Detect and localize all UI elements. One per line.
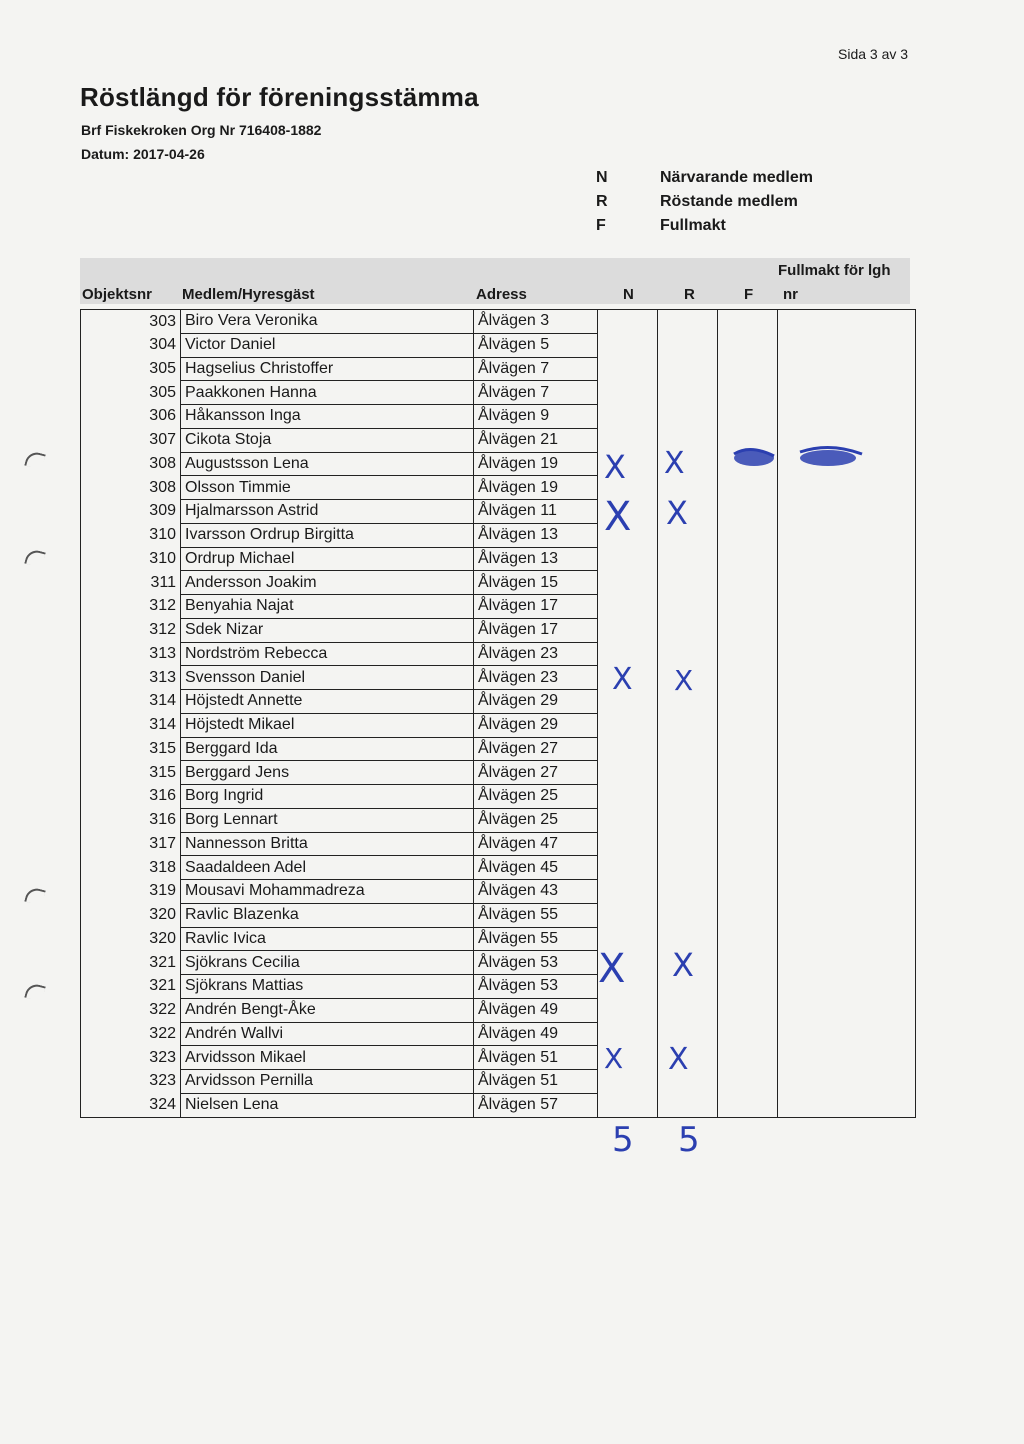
r-cell — [658, 381, 718, 405]
table-row — [81, 595, 916, 619]
address-cell: Ålvägen 49 — [474, 1022, 598, 1046]
n-cell — [598, 310, 658, 334]
address-cell: Ålvägen 15 — [474, 571, 598, 595]
objektsnr-cell: 303 — [81, 310, 181, 334]
legend-label: Fullmakt — [660, 217, 726, 234]
proxy-cell — [778, 975, 916, 999]
member-cell: Nordström Rebecca — [181, 642, 474, 666]
table-row — [81, 737, 916, 761]
address-cell: Ålvägen 23 — [474, 642, 598, 666]
proxy-cell — [778, 333, 916, 357]
f-cell — [718, 310, 778, 334]
n-cell — [598, 618, 658, 642]
f-cell — [718, 642, 778, 666]
address-cell: Ålvägen 57 — [474, 1093, 598, 1117]
table-row — [81, 357, 916, 381]
f-cell — [718, 405, 778, 429]
n-cell — [598, 737, 658, 761]
handwritten-x-mark: X — [612, 662, 633, 697]
f-cell — [718, 547, 778, 571]
objektsnr-cell: 304 — [81, 333, 181, 357]
n-cell — [598, 998, 658, 1022]
legend-row-r — [596, 190, 813, 214]
table-row — [81, 808, 916, 832]
handwritten-x-mark: X — [598, 946, 626, 992]
member-cell: Nielsen Lena — [181, 1093, 474, 1117]
member-cell: Håkansson Inga — [181, 405, 474, 429]
table-row — [81, 547, 916, 571]
member-cell: Sjökrans Cecilia — [181, 951, 474, 975]
table-row — [81, 666, 916, 690]
member-cell: Andrén Bengt-Åke — [181, 998, 474, 1022]
address-cell: Ålvägen 29 — [474, 713, 598, 737]
legend-row-f — [596, 214, 813, 238]
header-r: R — [684, 286, 695, 303]
member-cell: Höjstedt Annette — [181, 690, 474, 714]
handwritten-x-mark: X — [604, 448, 626, 486]
objektsnr-cell: 307 — [81, 428, 181, 452]
member-cell: Benyahia Najat — [181, 595, 474, 619]
r-cell — [658, 595, 718, 619]
table-row — [81, 500, 916, 524]
address-cell: Ålvägen 27 — [474, 737, 598, 761]
member-cell: Svensson Daniel — [181, 666, 474, 690]
header-n: N — [623, 286, 634, 303]
f-cell — [718, 523, 778, 547]
address-cell: Ålvägen 13 — [474, 547, 598, 571]
objektsnr-cell: 305 — [81, 381, 181, 405]
objektsnr-cell: 312 — [81, 618, 181, 642]
address-cell: Ålvägen 55 — [474, 927, 598, 951]
address-cell: Ålvägen 55 — [474, 903, 598, 927]
table-row — [81, 713, 916, 737]
f-cell — [718, 903, 778, 927]
table-row — [81, 1093, 916, 1117]
objektsnr-cell: 308 — [81, 452, 181, 476]
objektsnr-cell: 313 — [81, 666, 181, 690]
proxy-cell — [778, 357, 916, 381]
address-cell: Ålvägen 3 — [474, 310, 598, 334]
table-row — [81, 903, 916, 927]
proxy-cell — [778, 713, 916, 737]
objektsnr-cell: 316 — [81, 785, 181, 809]
margin-mark — [24, 982, 46, 1002]
objektsnr-cell: 317 — [81, 832, 181, 856]
table-row — [81, 785, 916, 809]
table-row — [81, 1046, 916, 1070]
proxy-cell — [778, 642, 916, 666]
n-cell — [598, 785, 658, 809]
header-member: Medlem/Hyresgäst — [182, 286, 315, 303]
objektsnr-cell: 321 — [81, 951, 181, 975]
proxy-cell — [778, 1022, 916, 1046]
proxy-cell — [778, 500, 916, 524]
member-cell: Berggard Jens — [181, 761, 474, 785]
f-cell — [718, 856, 778, 880]
proxy-cell — [778, 761, 916, 785]
table-row — [81, 856, 916, 880]
table-row — [81, 1070, 916, 1094]
address-cell: Ålvägen 49 — [474, 998, 598, 1022]
member-cell: Borg Ingrid — [181, 785, 474, 809]
date-line: Datum: 2017-04-26 — [81, 146, 205, 162]
table-body — [81, 310, 916, 1118]
ink-scribble-icon — [720, 440, 880, 480]
r-cell — [658, 998, 718, 1022]
n-cell — [598, 547, 658, 571]
handwritten-x-mark: X — [674, 664, 694, 697]
r-cell — [658, 547, 718, 571]
f-cell — [718, 571, 778, 595]
f-cell — [718, 1022, 778, 1046]
proxy-cell — [778, 785, 916, 809]
table-row — [81, 1022, 916, 1046]
f-cell — [718, 1093, 778, 1117]
table-row — [81, 690, 916, 714]
proxy-cell — [778, 1070, 916, 1094]
margin-mark — [24, 450, 46, 470]
r-cell — [658, 737, 718, 761]
member-cell: Saadaldeen Adel — [181, 856, 474, 880]
n-cell — [598, 381, 658, 405]
address-cell: Ålvägen 21 — [474, 428, 598, 452]
proxy-cell — [778, 666, 916, 690]
r-cell — [658, 880, 718, 904]
objektsnr-cell: 320 — [81, 903, 181, 927]
header-proxy-line2: nr — [783, 286, 798, 303]
f-cell — [718, 927, 778, 951]
document-title: Röstlängd för föreningsstämma — [80, 82, 479, 112]
objektsnr-cell: 313 — [81, 642, 181, 666]
r-cell — [658, 618, 718, 642]
address-cell: Ålvägen 47 — [474, 832, 598, 856]
member-cell: Cikota Stoja — [181, 428, 474, 452]
member-cell: Biro Vera Veronika — [181, 310, 474, 334]
address-cell: Ålvägen 9 — [474, 405, 598, 429]
objektsnr-cell: 308 — [81, 476, 181, 500]
r-cell — [658, 808, 718, 832]
member-cell: Sdek Nizar — [181, 618, 474, 642]
member-cell: Nannesson Britta — [181, 832, 474, 856]
objektsnr-cell: 318 — [81, 856, 181, 880]
f-cell — [718, 1046, 778, 1070]
f-cell — [718, 357, 778, 381]
address-cell: Ålvägen 25 — [474, 785, 598, 809]
r-cell — [658, 761, 718, 785]
address-cell: Ålvägen 51 — [474, 1046, 598, 1070]
n-cell — [598, 856, 658, 880]
table-row — [81, 975, 916, 999]
proxy-cell — [778, 405, 916, 429]
member-cell: Olsson Timmie — [181, 476, 474, 500]
f-cell — [718, 618, 778, 642]
member-cell: Mousavi Mohammadreza — [181, 880, 474, 904]
proxy-cell — [778, 1093, 916, 1117]
n-cell — [598, 405, 658, 429]
proxy-cell — [778, 1046, 916, 1070]
proxy-cell — [778, 808, 916, 832]
handwritten-total-n: 5 — [612, 1120, 634, 1160]
page-number: Sida 3 av 3 — [838, 46, 909, 62]
objektsnr-cell: 309 — [81, 500, 181, 524]
header-f: F — [744, 286, 754, 303]
n-cell — [598, 595, 658, 619]
r-cell — [658, 642, 718, 666]
member-cell: Andersson Joakim — [181, 571, 474, 595]
f-cell — [718, 666, 778, 690]
margin-mark — [24, 886, 46, 906]
table-row — [81, 642, 916, 666]
table-row — [81, 405, 916, 429]
f-cell — [718, 832, 778, 856]
objektsnr-cell: 320 — [81, 927, 181, 951]
objektsnr-cell: 306 — [81, 405, 181, 429]
f-cell — [718, 381, 778, 405]
table-row — [81, 927, 916, 951]
handwritten-x-mark: X — [604, 1042, 624, 1075]
member-cell: Augustsson Lena — [181, 452, 474, 476]
address-cell: Ålvägen 53 — [474, 951, 598, 975]
member-cell: Höjstedt Mikael — [181, 713, 474, 737]
address-cell: Ålvägen 7 — [474, 357, 598, 381]
handwritten-x-mark: X — [666, 494, 688, 532]
f-cell — [718, 761, 778, 785]
objektsnr-cell: 314 — [81, 690, 181, 714]
n-cell — [598, 333, 658, 357]
member-cell: Paakkonen Hanna — [181, 381, 474, 405]
objektsnr-cell: 315 — [81, 737, 181, 761]
table-row — [81, 832, 916, 856]
proxy-cell — [778, 523, 916, 547]
header-proxy-line1: Fullmakt för lgh — [778, 262, 891, 279]
table-row — [81, 618, 916, 642]
handwritten-x-mark: X — [604, 494, 632, 540]
objektsnr-cell: 310 — [81, 547, 181, 571]
address-cell: Ålvägen 5 — [474, 333, 598, 357]
proxy-cell — [778, 737, 916, 761]
proxy-cell — [778, 381, 916, 405]
f-cell — [718, 975, 778, 999]
member-cell: Ravlic Ivica — [181, 927, 474, 951]
address-cell: Ålvägen 27 — [474, 761, 598, 785]
proxy-cell — [778, 618, 916, 642]
legend-label: Röstande medlem — [660, 193, 798, 210]
objektsnr-cell: 310 — [81, 523, 181, 547]
handwritten-total-r: 5 — [678, 1120, 700, 1160]
handwritten-x-mark: X — [664, 446, 685, 481]
f-cell — [718, 333, 778, 357]
r-cell — [658, 571, 718, 595]
handwritten-x-mark: X — [672, 946, 694, 984]
f-cell — [718, 998, 778, 1022]
objektsnr-cell: 322 — [81, 998, 181, 1022]
objektsnr-cell: 315 — [81, 761, 181, 785]
member-cell: Victor Daniel — [181, 333, 474, 357]
objektsnr-cell: 323 — [81, 1070, 181, 1094]
n-cell — [598, 571, 658, 595]
table-row — [81, 310, 916, 334]
member-cell: Ordrup Michael — [181, 547, 474, 571]
member-cell: Arvidsson Mikael — [181, 1046, 474, 1070]
f-cell — [718, 500, 778, 524]
f-cell — [718, 880, 778, 904]
objektsnr-cell: 314 — [81, 713, 181, 737]
margin-mark — [24, 548, 46, 568]
objektsnr-cell: 312 — [81, 595, 181, 619]
n-cell — [598, 808, 658, 832]
objektsnr-cell: 322 — [81, 1022, 181, 1046]
r-cell — [658, 903, 718, 927]
proxy-cell — [778, 903, 916, 927]
table-row — [81, 761, 916, 785]
address-cell: Ålvägen 53 — [474, 975, 598, 999]
organization-line: Brf Fiskekroken Org Nr 716408-1882 — [81, 122, 322, 138]
table-row — [81, 381, 916, 405]
proxy-cell — [778, 547, 916, 571]
n-cell — [598, 357, 658, 381]
header-address: Adress — [476, 286, 527, 303]
address-cell: Ålvägen 17 — [474, 595, 598, 619]
objektsnr-cell: 311 — [81, 571, 181, 595]
n-cell — [598, 903, 658, 927]
member-cell: Berggard Ida — [181, 737, 474, 761]
proxy-cell — [778, 998, 916, 1022]
address-cell: Ålvägen 17 — [474, 618, 598, 642]
table-row — [81, 951, 916, 975]
address-cell: Ålvägen 23 — [474, 666, 598, 690]
proxy-cell — [778, 595, 916, 619]
r-cell — [658, 713, 718, 737]
member-cell: Hagselius Christoffer — [181, 357, 474, 381]
address-cell: Ålvägen 45 — [474, 856, 598, 880]
member-cell: Arvidsson Pernilla — [181, 1070, 474, 1094]
f-cell — [718, 785, 778, 809]
objektsnr-cell: 319 — [81, 880, 181, 904]
member-cell: Andrén Wallvi — [181, 1022, 474, 1046]
n-cell — [598, 713, 658, 737]
address-cell: Ålvägen 13 — [474, 523, 598, 547]
objektsnr-cell: 324 — [81, 1093, 181, 1117]
address-cell: Ålvägen 7 — [474, 381, 598, 405]
legend-label: Närvarande medlem — [660, 169, 813, 186]
f-cell — [718, 951, 778, 975]
table-row — [81, 333, 916, 357]
n-cell — [598, 880, 658, 904]
voting-roll-table — [80, 309, 916, 1118]
legend-code: R — [596, 193, 608, 210]
r-cell — [658, 832, 718, 856]
n-cell — [598, 761, 658, 785]
address-cell: Ålvägen 11 — [474, 500, 598, 524]
handwritten-x-mark: X — [668, 1042, 689, 1077]
proxy-cell — [778, 310, 916, 334]
r-cell — [658, 405, 718, 429]
legend-code: N — [596, 169, 608, 186]
proxy-cell — [778, 927, 916, 951]
address-cell: Ålvägen 29 — [474, 690, 598, 714]
f-cell — [718, 713, 778, 737]
member-cell: Ravlic Blazenka — [181, 903, 474, 927]
f-cell — [718, 595, 778, 619]
table-row — [81, 571, 916, 595]
proxy-cell — [778, 690, 916, 714]
r-cell — [658, 333, 718, 357]
member-cell: Sjökrans Mattias — [181, 975, 474, 999]
objektsnr-cell: 321 — [81, 975, 181, 999]
n-cell — [598, 1093, 658, 1117]
address-cell: Ålvägen 19 — [474, 452, 598, 476]
table-row — [81, 880, 916, 904]
member-cell: Ivarsson Ordrup Birgitta — [181, 523, 474, 547]
address-cell: Ålvägen 19 — [474, 476, 598, 500]
table-header — [80, 258, 910, 304]
r-cell — [658, 785, 718, 809]
r-cell — [658, 310, 718, 334]
address-cell: Ålvägen 25 — [474, 808, 598, 832]
r-cell — [658, 357, 718, 381]
legend — [596, 166, 813, 238]
f-cell — [718, 690, 778, 714]
objektsnr-cell: 316 — [81, 808, 181, 832]
member-cell: Hjalmarsson Astrid — [181, 500, 474, 524]
objektsnr-cell: 305 — [81, 357, 181, 381]
r-cell — [658, 1093, 718, 1117]
member-cell: Borg Lennart — [181, 808, 474, 832]
proxy-cell — [778, 880, 916, 904]
header-objektsnr: Objektsnr — [82, 286, 153, 303]
proxy-cell — [778, 856, 916, 880]
legend-row-n — [596, 166, 813, 190]
r-cell — [658, 856, 718, 880]
f-cell — [718, 1070, 778, 1094]
table-row — [81, 998, 916, 1022]
proxy-cell — [778, 832, 916, 856]
proxy-cell — [778, 951, 916, 975]
table-row — [81, 523, 916, 547]
legend-code: F — [596, 217, 606, 234]
objektsnr-cell: 323 — [81, 1046, 181, 1070]
proxy-cell — [778, 571, 916, 595]
address-cell: Ålvägen 43 — [474, 880, 598, 904]
f-cell — [718, 808, 778, 832]
f-cell — [718, 737, 778, 761]
n-cell — [598, 832, 658, 856]
address-cell: Ålvägen 51 — [474, 1070, 598, 1094]
